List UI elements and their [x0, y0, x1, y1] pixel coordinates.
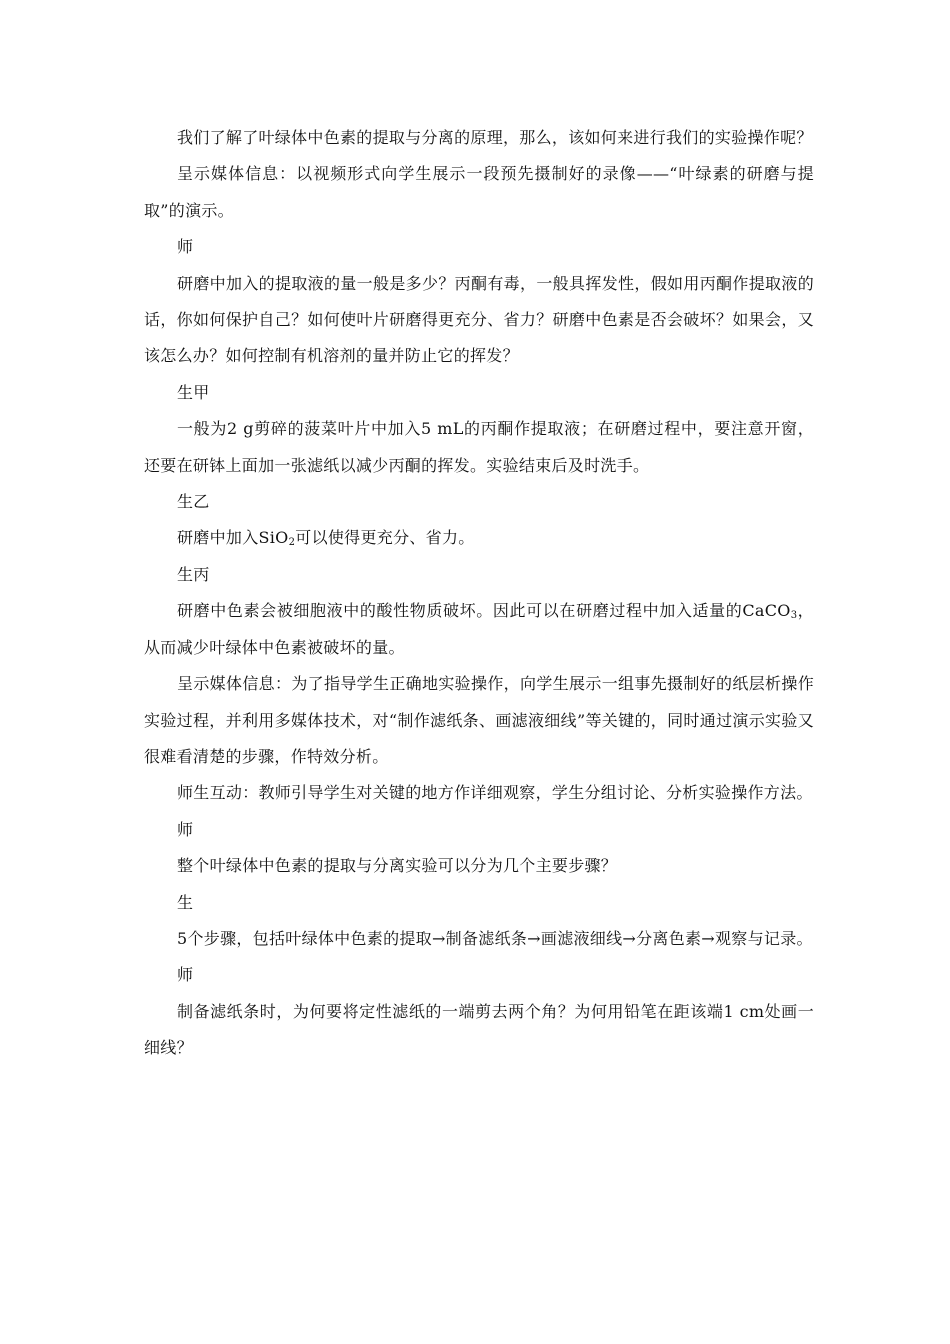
paragraph-filter-paper-question: 制备滤纸条时，为何要将定性滤纸的一端剪去两个角？为何用铅笔在距该端1 cm处画一细线？ [144, 1001, 814, 1058]
speaker-student-b: 生乙 [177, 492, 210, 512]
speaker-teacher-3: 师 [177, 965, 194, 985]
document-body [144, 120, 814, 1067]
student-c-answer-text-end: ，从而减少叶绿体中色素被破坏的量。 [144, 601, 814, 657]
paragraph-intro-question: 我们了解了叶绿体中色素的提取与分离的原理，那么，该如何来进行我们的实验操作呢？ [177, 128, 813, 147]
paragraph-steps-question: 整个叶绿体中色素的提取与分离实验可以分为几个主要步骤？ [177, 856, 618, 876]
subscript-2: 2 [288, 537, 296, 549]
student-b-answer-text: 研磨中加入SiO [177, 528, 289, 548]
speaker-student-a: 生甲 [177, 382, 210, 402]
paragraph-steps-answer: 5个步骤，包括叶绿体中色素的提取→制备滤纸条→画滤液细线→分离色素→观察与记录。 [177, 928, 813, 948]
paragraph-student-c-answer [144, 593, 814, 666]
paragraph-student-b-answer [144, 520, 814, 556]
paragraph-teacher-student-interaction: 师生互动：教师引导学生对关键的地方作详细观察，学生分组讨论、分析实验操作方法。 [177, 783, 813, 803]
speaker-student-c: 生丙 [177, 564, 210, 584]
paragraph-media-info-chromatography: 呈示媒体信息：为了指导学生正确地实验操作，向学生展示一组事先摄制好的纸层析操作实验过程，并利用多媒体技术，对“制作滤纸条、画滤液细线”等关键的，同时通过演示实验又很难看清楚的步骤，作特效分析。 [144, 674, 814, 766]
paragraph-student-a-answer: 一般为2 g剪碎的菠菜叶片中加入5 mL的丙酮作提取液；在研磨过程中，要注意开窗，还要在研钵上面加一张滤纸以减少丙酮的挥发。实验结束后及时洗手。 [144, 419, 814, 475]
paragraph-media-info-video: 呈示媒体信息：以视频形式向学生展示一段预先摄制好的录像——“叶绿素的研磨与提取”的演示。 [144, 164, 814, 220]
student-b-answer-text-end: 可以使得更充分、省力。 [295, 528, 475, 548]
paragraph-teacher-questions: 研磨中加入的提取液的量一般是多少？丙酮有毒，一般具挥发性，假如用丙酮作提取液的话，你如何保护自己？如何使叶片研磨得更充分、省力？研磨中色素是否会破坏？如果会，又该怎么办？如何控制有机溶剂的量并防止它的挥发？ [144, 273, 814, 366]
speaker-teacher: 师 [177, 237, 194, 257]
student-c-answer-text: 研磨中色素会被细胞液中的酸性物质破坏。因此可以在研磨过程中加入适量的CaCO [177, 601, 791, 621]
speaker-student: 生 [177, 892, 194, 912]
subscript-3: 3 [790, 610, 798, 622]
speaker-teacher-2: 师 [177, 819, 194, 839]
